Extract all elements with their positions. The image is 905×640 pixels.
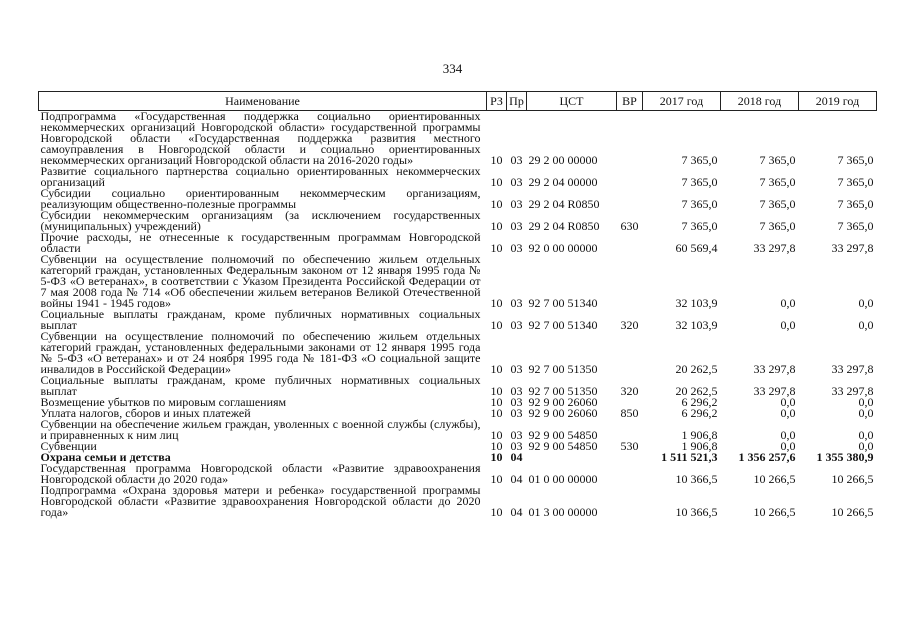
cell-cst: 01 3 00 00000 bbox=[528, 505, 598, 519]
cell-y2019: 7 365,0 bbox=[837, 175, 874, 189]
header-2017: 2017 год bbox=[643, 92, 721, 111]
cell-vr: 530 bbox=[620, 439, 639, 453]
table-row bbox=[39, 375, 877, 397]
cell-y2018: 0,0 bbox=[780, 318, 796, 332]
page-number: 334 bbox=[442, 61, 463, 76]
cell-pr: 03 bbox=[510, 362, 523, 376]
cell-pr: 03 bbox=[510, 428, 523, 442]
cell-vr bbox=[617, 419, 643, 441]
cell-cst: 92 9 00 54850 bbox=[528, 428, 598, 442]
cell-y2018: 0,0 bbox=[780, 395, 796, 409]
cell-rz: 10 bbox=[490, 450, 503, 464]
cell-y2018: 7 365,0 bbox=[759, 219, 796, 233]
cell-y2019: 1 355 380,9 bbox=[816, 450, 874, 464]
cell-rz: 10 bbox=[490, 175, 503, 189]
cell-rz: 10 bbox=[490, 384, 503, 398]
cell-y2017: 1 511 521,3 bbox=[661, 450, 718, 464]
cell-y2018: 1 356 257,6 bbox=[738, 450, 796, 464]
cell-vr bbox=[617, 463, 643, 485]
cell-vr bbox=[617, 485, 643, 518]
cell-y2018: 10 266,5 bbox=[753, 505, 796, 519]
budget-table bbox=[38, 91, 877, 518]
cell-cst: 92 7 00 51350 bbox=[528, 384, 598, 398]
cell-y2019: 33 297,8 bbox=[831, 362, 874, 376]
header-2018: 2018 год bbox=[721, 92, 799, 111]
cell-y2017: 6 296,2 bbox=[681, 395, 718, 409]
cell-cst bbox=[527, 452, 617, 463]
cell-cst: 92 9 00 26060 bbox=[528, 406, 598, 420]
cell-y2017: 7 365,0 bbox=[681, 153, 718, 167]
cell-pr: 03 bbox=[510, 406, 523, 420]
cell-pr: 03 bbox=[510, 219, 523, 233]
cell-y2019: 7 365,0 bbox=[837, 197, 874, 211]
cell-pr: 03 bbox=[510, 395, 523, 409]
cell-name: Подпрограмма «Охрана здоровья матери и ребенка» государственной программы Новгородской области «Развитие здравоохранения Новгородской области до 2020 года» bbox=[40, 483, 481, 519]
table-body bbox=[39, 111, 877, 519]
cell-vr bbox=[617, 232, 643, 254]
cell-y2019: 0,0 bbox=[858, 318, 874, 332]
cell-y2017: 10 366,5 bbox=[675, 472, 718, 486]
table-row bbox=[39, 232, 877, 254]
cell-pr: 04 bbox=[510, 450, 523, 464]
cell-rz: 10 bbox=[490, 318, 503, 332]
cell-name: Прочие расходы, не отнесенные к государственным программам Новгородской области bbox=[40, 230, 481, 255]
cell-name: Государственная программа Новгородской области «Развитие здравоохранения Новгородской области до 2020 года» bbox=[40, 461, 481, 486]
cell-rz: 10 bbox=[490, 296, 503, 310]
header-vr: ВР bbox=[617, 92, 643, 111]
cell-y2018: 0,0 bbox=[780, 428, 796, 442]
table-row bbox=[39, 111, 877, 167]
table-row bbox=[39, 331, 877, 375]
cell-name: Подпрограмма «Государственная поддержка социально ориентированных некоммерческих организаций Новгородской области» государственной программы Новгородской области «Государственная поддержка развития местного самоуправления в Новгородской области и социально ориентированных некоммерческих организаций Новгородской области на 2016-2020 годы» bbox=[40, 109, 481, 167]
cell-y2017: 7 365,0 bbox=[681, 175, 718, 189]
cell-pr: 03 bbox=[510, 384, 523, 398]
cell-y2018: 0,0 bbox=[780, 296, 796, 310]
cell-name: Субвенции на осуществление полномочий по обеспечению жильем отдельных категорий граждан, установленных федеральными законами от 12 января 1995 года № 5-ФЗ «О ветеранах» и от 24 ноября 1995 года № 181-ФЗ «О социальной защите инвалидов в Российской Федерации» bbox=[40, 329, 481, 376]
cell-y2018: 0,0 bbox=[780, 439, 796, 453]
cell-rz: 10 bbox=[490, 241, 503, 255]
cell-y2019: 33 297,8 bbox=[831, 384, 874, 398]
cell-rz: 10 bbox=[490, 439, 503, 453]
cell-y2019: 0,0 bbox=[858, 395, 874, 409]
cell-rz: 10 bbox=[490, 219, 503, 233]
cell-cst: 92 9 00 54850 bbox=[528, 439, 598, 453]
cell-cst: 92 7 00 51340 bbox=[528, 318, 598, 332]
cell-vr: 630 bbox=[620, 219, 639, 233]
cell-pr: 03 bbox=[510, 318, 523, 332]
cell-y2019: 0,0 bbox=[858, 296, 874, 310]
cell-y2018: 33 297,8 bbox=[753, 241, 796, 255]
table-row bbox=[39, 254, 877, 309]
cell-y2017: 1 906,8 bbox=[681, 439, 718, 453]
cell-y2019: 0,0 bbox=[858, 406, 874, 420]
table-row bbox=[39, 188, 877, 210]
cell-y2019: 0,0 bbox=[858, 428, 874, 442]
table-row bbox=[39, 309, 877, 331]
cell-pr: 03 bbox=[510, 296, 523, 310]
cell-y2019: 7 365,0 bbox=[837, 153, 874, 167]
cell-rz: 10 bbox=[490, 362, 503, 376]
cell-name: Субвенции на обеспечение жильем граждан, уволенных с военной службы (службы), и приравненных к ним лиц bbox=[40, 417, 481, 442]
cell-cst: 92 0 00 00000 bbox=[528, 241, 598, 255]
cell-name: Социальные выплаты гражданам, кроме публичных нормативных социальных выплат bbox=[40, 307, 481, 332]
cell-y2017: 32 103,9 bbox=[675, 296, 718, 310]
table-row bbox=[39, 210, 877, 232]
cell-y2017: 20 262,5 bbox=[675, 362, 718, 376]
header-cst: ЦСТ bbox=[527, 92, 617, 111]
cell-pr: 03 bbox=[510, 153, 523, 167]
cell-vr: 320 bbox=[620, 318, 639, 332]
cell-pr: 03 bbox=[510, 439, 523, 453]
cell-vr bbox=[617, 254, 643, 309]
cell-y2017: 1 906,8 bbox=[681, 428, 718, 442]
cell-cst: 92 7 00 51350 bbox=[528, 362, 598, 376]
cell-pr: 03 bbox=[510, 241, 523, 255]
cell-name: Развитие социального партнерства социально ориентированных некоммерческих организаций bbox=[40, 164, 481, 189]
cell-rz: 10 bbox=[490, 428, 503, 442]
cell-y2017: 10 366,5 bbox=[675, 505, 718, 519]
cell-y2017: 20 262,5 bbox=[675, 384, 718, 398]
cell-y2017: 7 365,0 bbox=[681, 219, 718, 233]
cell-y2017: 6 296,2 bbox=[681, 406, 718, 420]
cell-cst: 29 2 04 R0850 bbox=[528, 197, 600, 211]
cell-name: Субсидии некоммерческим организациям (за исключением государственных (муниципальных) учреждений) bbox=[40, 208, 481, 233]
cell-pr: 03 bbox=[510, 175, 523, 189]
cell-y2017: 60 569,4 bbox=[675, 241, 718, 255]
cell-vr bbox=[617, 166, 643, 188]
cell-cst: 92 9 00 26060 bbox=[528, 395, 598, 409]
cell-name: Субсидии социально ориентированным некоммерческим организациям, реализующим общественно-полезные программы bbox=[40, 186, 481, 211]
cell-rz: 10 bbox=[490, 505, 503, 519]
table-row bbox=[39, 419, 877, 441]
cell-y2018: 7 365,0 bbox=[759, 197, 796, 211]
cell-cst: 01 0 00 00000 bbox=[528, 472, 598, 486]
table-row bbox=[39, 485, 877, 518]
cell-y2018: 33 297,8 bbox=[753, 362, 796, 376]
header-2019: 2019 год bbox=[799, 92, 877, 111]
cell-y2019: 7 365,0 bbox=[837, 219, 874, 233]
cell-y2019: 33 297,8 bbox=[831, 241, 874, 255]
table-row bbox=[39, 463, 877, 485]
cell-y2019: 10 266,5 bbox=[831, 472, 874, 486]
cell-pr: 03 bbox=[510, 197, 523, 211]
table-row bbox=[39, 166, 877, 188]
cell-cst: 29 2 04 00000 bbox=[528, 175, 598, 189]
cell-name: Уплата налогов, сборов и иных платежей bbox=[40, 406, 251, 420]
cell-y2018: 0,0 bbox=[780, 406, 796, 420]
cell-rz: 10 bbox=[490, 197, 503, 211]
cell-vr: 320 bbox=[620, 384, 639, 398]
cell-y2019: 10 266,5 bbox=[831, 505, 874, 519]
cell-name: Социальные выплаты гражданам, кроме публичных нормативных социальных выплат bbox=[40, 373, 481, 398]
cell-y2018: 7 365,0 bbox=[759, 175, 796, 189]
cell-y2017: 7 365,0 bbox=[681, 197, 718, 211]
header-rz: РЗ bbox=[487, 92, 507, 111]
cell-pr: 04 bbox=[510, 505, 523, 519]
cell-rz: 10 bbox=[490, 406, 503, 420]
cell-vr bbox=[617, 452, 643, 463]
cell-y2018: 33 297,8 bbox=[753, 384, 796, 398]
header-pr: Пр bbox=[507, 92, 527, 111]
cell-y2018: 7 365,0 bbox=[759, 153, 796, 167]
table-header-row bbox=[39, 92, 877, 111]
cell-y2017: 32 103,9 bbox=[675, 318, 718, 332]
cell-y2018: 10 266,5 bbox=[753, 472, 796, 486]
cell-vr bbox=[617, 111, 643, 167]
cell-cst: 29 2 00 00000 bbox=[528, 153, 598, 167]
cell-name: Охрана семьи и детства bbox=[40, 450, 171, 464]
cell-vr bbox=[617, 331, 643, 375]
cell-y2019: 0,0 bbox=[858, 439, 874, 453]
cell-rz: 10 bbox=[490, 472, 503, 486]
cell-name: Субвенции на осуществление полномочий по обеспечению жильем отдельных категорий граждан, установленных Федеральным законом от 12 января 1995 года № 5-ФЗ «О ветеранах», в соответствии с Указом Президента Российской Федерации от 7 мая 2008 года № 714 «Об обеспечении жильем ветеранов Великой Отечественной войны 1941 - 1945 годов» bbox=[40, 252, 481, 310]
cell-vr: 850 bbox=[620, 406, 639, 420]
cell-vr bbox=[617, 188, 643, 210]
cell-name: Возмещение убытков по мировым соглашениям bbox=[40, 395, 287, 409]
cell-cst: 92 7 00 51340 bbox=[528, 296, 598, 310]
cell-rz: 10 bbox=[490, 395, 503, 409]
cell-name: Субвенции bbox=[40, 439, 97, 453]
cell-pr: 04 bbox=[510, 472, 523, 486]
cell-cst: 29 2 04 R0850 bbox=[528, 219, 600, 233]
header-name: Наименование bbox=[39, 92, 487, 111]
cell-rz: 10 bbox=[490, 153, 503, 167]
